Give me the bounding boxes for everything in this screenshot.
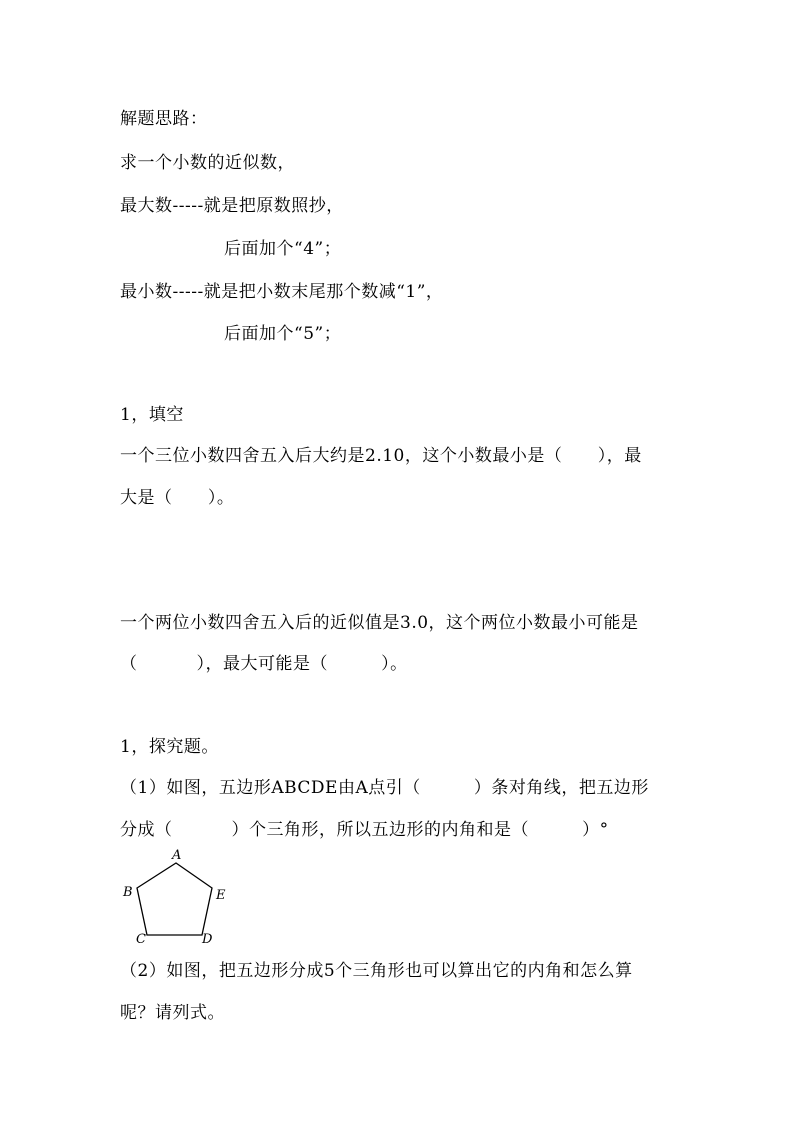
hint-line-5: 后面加个“5”； [224,324,342,344]
vertex-label-c: C [136,932,146,946]
hint-title: 解题思路： [120,109,208,129]
section1-heading: 1，填空 [120,405,184,425]
section2-heading: 1，探究题。 [120,737,219,757]
vertex-label-d: D [202,932,213,946]
pentagon-shape [137,863,212,935]
hint-line-1: 求一个小数的近似数， [120,153,295,173]
hint-line-3: 后面加个“4”； [224,239,342,259]
vertex-label-b: B [123,885,133,900]
question2-line-2: （ ），最大可能是（ ）。 [120,654,408,674]
explore-part2-line-1: （2）如图，把五边形分成5个三角形也可以算出它的内角和怎么算 [120,961,633,981]
question1-line-1: 一个三位小数四舍五入后大约是2.10，这个小数最小是（ ），最 [120,446,642,466]
vertex-label-e: E [216,888,226,903]
pentagon-figure [118,846,234,946]
explore-part1-line-1: （1）如图，五边形ABCDE由A点引（ ）条对角线，把五边形 [120,778,649,798]
explore-part1-line-2: 分成（ ）个三角形，所以五边形的内角和是（ ）° [120,820,609,840]
explore-part2-line-2: 呢？请列式。 [120,1003,225,1023]
vertex-label-a: A [172,848,182,863]
question2-line-1: 一个两位小数四舍五入后的近似值是3.0，这个两位小数最小可能是 [120,613,639,633]
hint-line-2: 最大数-----就是把原数照抄， [120,196,344,216]
hint-line-4: 最小数-----就是把小数末尾那个数减“1”， [120,282,444,302]
question1-line-2: 大是（ ）。 [120,488,235,508]
